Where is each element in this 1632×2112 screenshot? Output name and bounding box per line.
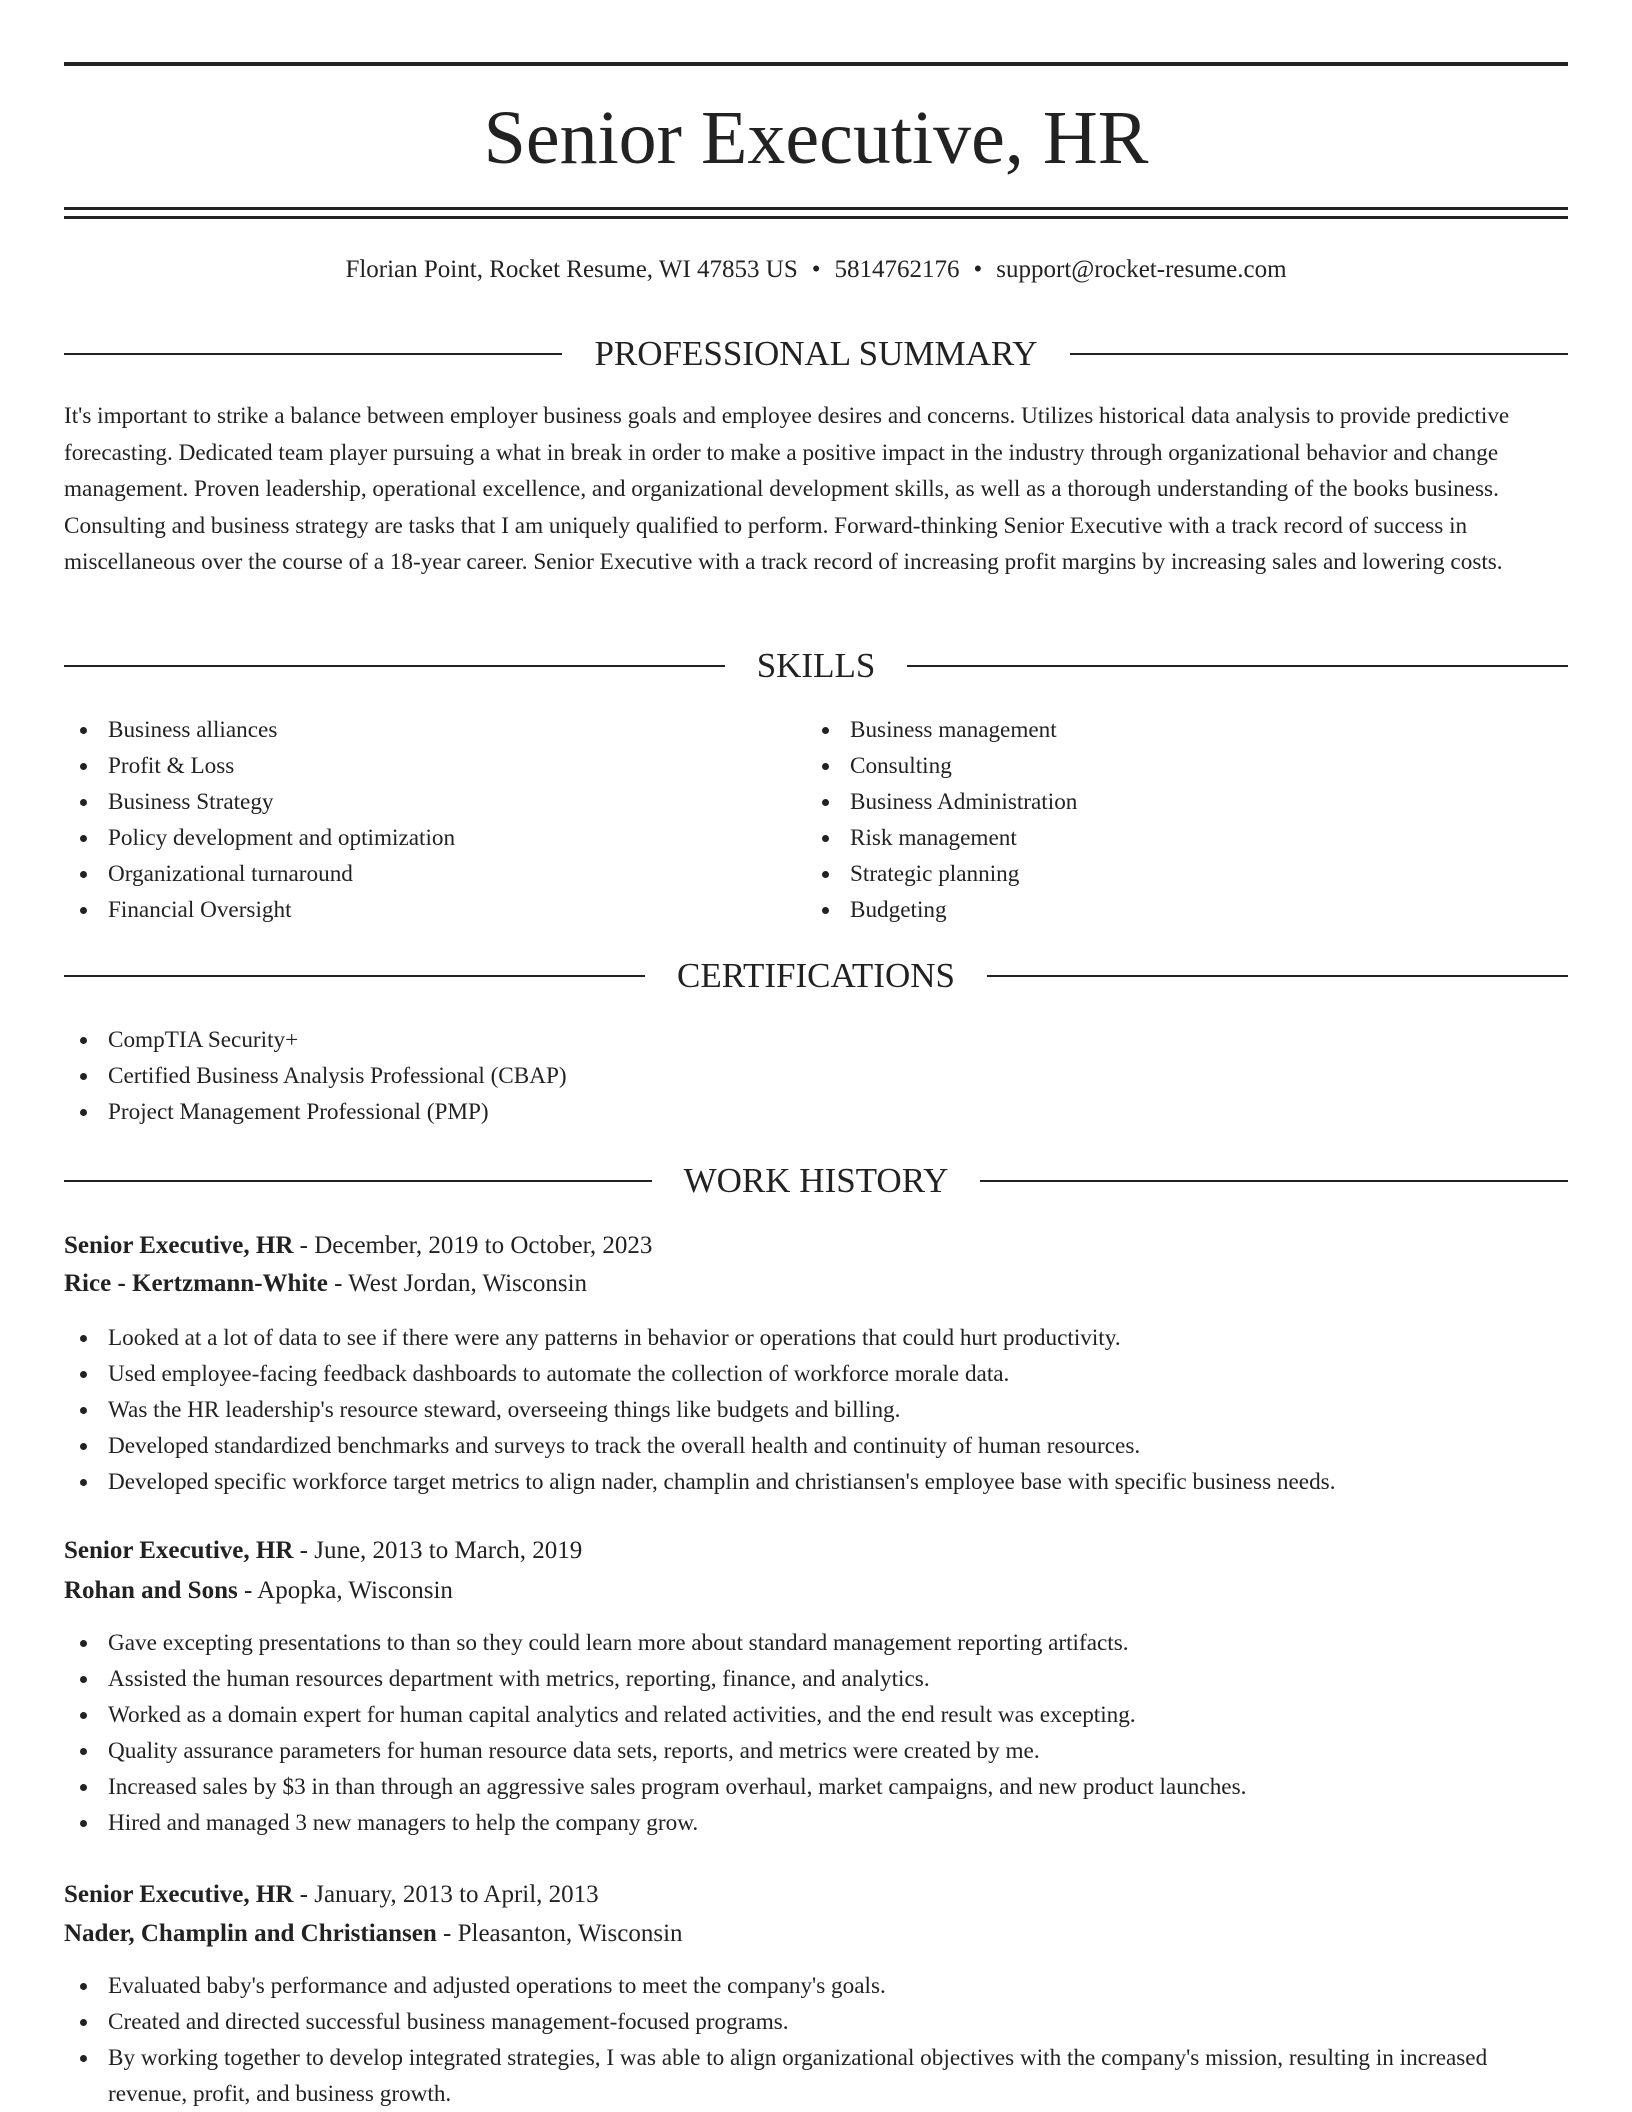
job-duty: Worked as a domain expert for human capital analytics and related activities, and the end result was excepting. — [64, 1697, 1568, 1733]
skill-item: Budgeting — [806, 892, 1546, 928]
skill-item: Financial Oversight — [64, 892, 804, 928]
heading-rule — [64, 975, 645, 977]
job-duties-list — [64, 1968, 1568, 2112]
heading-rule — [907, 665, 1568, 667]
job-duty: By working together to develop integrated strategies, I was able to align organizational objectives with the company's mission, resulting in increased revenue, profit, and business growth. — [64, 2040, 1568, 2112]
resume-title: Senior Executive, HR — [483, 96, 1149, 180]
job-duty: Developed standardized benchmarks and surveys to track the overall health and continuity of human resources. — [64, 1428, 1568, 1464]
section-title: CERTIFICATIONS — [677, 956, 955, 995]
heading-rule — [980, 1180, 1568, 1182]
heading-rule — [987, 975, 1568, 977]
skill-item: Business alliances — [64, 712, 804, 748]
job-duty: Evaluated baby's performance and adjusted operations to meet the company's goals. — [64, 1968, 1568, 2004]
job-duty: Hired and managed 3 new managers to help the company grow. — [64, 1805, 1568, 1841]
job-dates: - June, 2013 to March, 2019 — [293, 1537, 583, 1564]
certification-item: CompTIA Security+ — [64, 1022, 1568, 1058]
section-heading-skills — [64, 644, 1568, 688]
certification-item: Certified Business Analysis Professional (CBAP) — [64, 1058, 1568, 1094]
heading-rule — [64, 353, 562, 355]
skill-item: Organizational turnaround — [64, 856, 804, 892]
job-company-line — [64, 1915, 1568, 1953]
contact-line — [64, 253, 1568, 287]
section-title: WORK HISTORY — [683, 1161, 949, 1200]
section-heading-work-history — [64, 1159, 1568, 1203]
skill-item: Business Administration — [806, 784, 1546, 820]
job-duty: Used employee-facing feedback dashboards to automate the collection of workforce morale data. — [64, 1356, 1568, 1392]
certification-item: Project Management Professional (PMP) — [64, 1094, 1568, 1130]
job-company-line — [64, 1265, 1568, 1303]
section-title: PROFESSIONAL SUMMARY — [594, 334, 1038, 373]
skill-item: Policy development and optimization — [64, 820, 804, 856]
job-title: Senior Executive, HR — [64, 1537, 294, 1564]
skill-item: Business Strategy — [64, 784, 804, 820]
skill-item: Business management — [806, 712, 1546, 748]
job-title-line — [64, 1876, 1568, 1914]
job-dates: - January, 2013 to April, 2013 — [293, 1881, 599, 1908]
contact-email: support@rocket-resume.com — [996, 256, 1287, 283]
job-title: Senior Executive, HR — [64, 1881, 294, 1908]
job-duty: Created and directed successful business management-focused programs. — [64, 2004, 1568, 2040]
job-title-line — [64, 1532, 1568, 1570]
title-rule-upper — [64, 207, 1568, 210]
job-location: - Apopka, Wisconsin — [237, 1577, 453, 1604]
skill-item: Profit & Loss — [64, 748, 804, 784]
job-company: Nader, Champlin and Christiansen — [64, 1920, 437, 1947]
certifications-list — [64, 1022, 1568, 1130]
section-heading-summary — [64, 332, 1568, 376]
job-duties-list — [64, 1320, 1568, 1500]
skills-list-left — [64, 712, 804, 928]
job-title: Senior Executive, HR — [64, 1232, 294, 1259]
heading-rule — [64, 665, 725, 667]
job-duty: Looked at a lot of data to see if there were any patterns in behavior or operations that could hurt productivity. — [64, 1320, 1568, 1356]
job-company: Rice - Kertzmann-White — [64, 1270, 328, 1297]
job-duty: Quality assurance parameters for human resource data sets, reports, and metrics were created by me. — [64, 1733, 1568, 1769]
top-rule — [64, 62, 1568, 66]
job-duties-list — [64, 1625, 1568, 1841]
job-duty: Gave excepting presentations to than so they could learn more about standard management reporting artifacts. — [64, 1625, 1568, 1661]
job-duty: Increased sales by $3 in than through an aggressive sales program overhaul, market campaigns, and new product launches. — [64, 1769, 1568, 1805]
job-location: - West Jordan, Wisconsin — [327, 1270, 588, 1297]
contact-phone: 5814762176 — [834, 256, 960, 283]
title-rule-lower — [64, 216, 1568, 219]
skill-item: Consulting — [806, 748, 1546, 784]
job-title-line — [64, 1227, 1568, 1265]
skill-item: Strategic planning — [806, 856, 1546, 892]
contact-address: Florian Point, Rocket Resume, WI 47853 US — [345, 256, 798, 283]
section-title: SKILLS — [756, 646, 876, 685]
job-company: Rohan and Sons — [64, 1577, 238, 1604]
job-duty: Developed specific workforce target metrics to align nader, champlin and christiansen's employee base with specific business needs. — [64, 1464, 1568, 1500]
job-company-line — [64, 1572, 1568, 1610]
job-dates: - December, 2019 to October, 2023 — [293, 1232, 653, 1259]
skill-item: Risk management — [806, 820, 1546, 856]
section-heading-certifications — [64, 954, 1568, 998]
skills-list-right — [806, 712, 1546, 928]
job-duty: Assisted the human resources department with metrics, reporting, finance, and analytics. — [64, 1661, 1568, 1697]
job-location: - Pleasanton, Wisconsin — [436, 1920, 683, 1947]
job-duty: Was the HR leadership's resource steward, overseeing things like budgets and billing. — [64, 1392, 1568, 1428]
heading-rule — [1070, 353, 1568, 355]
contact-separator: • — [811, 256, 821, 283]
heading-rule — [64, 1180, 652, 1182]
summary-text: It's important to strike a balance between employer business goals and employee desires and concerns. Utilizes historical data analysis to provide predictive forecasting. Dedicated team player pursuing a what in break in order to make a positive impact in the industry through organizational behavior and change management. Proven leadership, operational excellence, and organizational development skills, as well as a thorough understanding of the books business. Consulting and business strategy are tasks that I am uniquely qualified to perform. Forward-thinking Senior Executive with a track record of success in miscellaneous over the course of a 18-year career. Senior Executive with a track record of increasing profit margins by increasing sales and lowering costs. — [64, 403, 1510, 575]
contact-separator: • — [973, 256, 983, 283]
